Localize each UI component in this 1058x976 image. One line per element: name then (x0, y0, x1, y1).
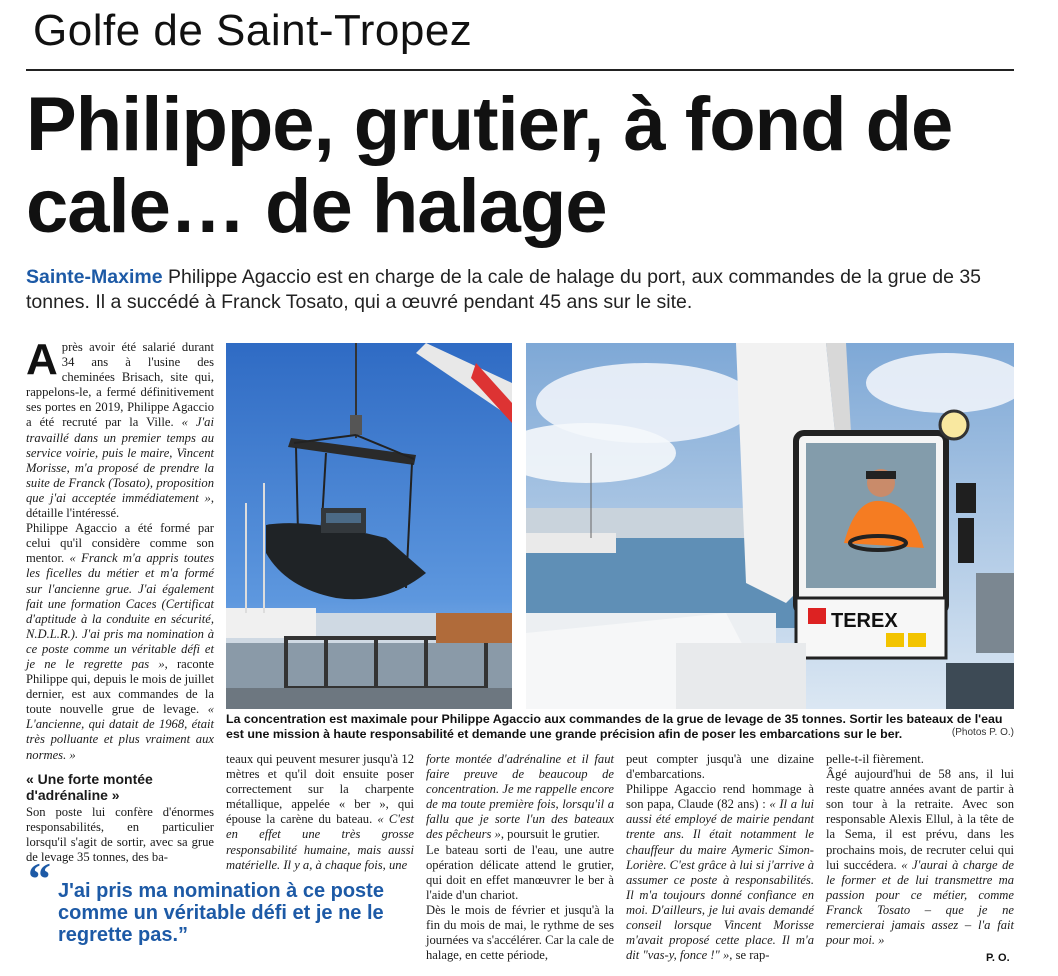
col1-p3: Son poste lui confère d'énormes responsabilités, en particulier lorsqu'il s'agit de sortir, avec sa grue de levage 35 tonnes, des ba- (26, 804, 214, 864)
col3-quote1: forte montée d'adrénaline et il faut faire preuve de beaucoup de concentration. Je me rappelle encore de ma toute première fois, lorsqu'il a fallu que je sorte l'un des bateaux des pêcheurs » (426, 752, 614, 842)
article-column-1 (26, 335, 214, 865)
photo-boat-lift (226, 343, 512, 709)
article-column-3 (426, 752, 614, 963)
article-column-2 (226, 752, 414, 873)
boat-lift-image (226, 343, 512, 709)
headline: Philippe, grutier, à fond de cale… de halage (26, 82, 953, 249)
photo-credit: (Photos P. O.) (951, 727, 1014, 738)
article-column-5 (826, 752, 1014, 948)
col2-quote1: « C'est en effet une très grosse responsabilité humaine, mais aussi matérielle. Il y a, à chaque fois, une (226, 812, 414, 872)
pull-quote-text: J'ai pris ma nomination à ce poste comme un véritable défi et je ne le regrette pas.” (58, 880, 384, 946)
crane-operator-image (526, 343, 1014, 709)
col1-quote2: « Franck m'a appris toutes les ficelles du métier et m'a formé sur l'ancienne grue. J'ai également fait une formation Caces (Certificat d'aptitude à la conduite en sécurité, N.D.L.R.). J'ai pris ma nomination à ce poste comme un véritable défi et je ne le regrette pas » (26, 551, 214, 671)
col1-quote1: « J'ai travaillé dans un premier temps au service voirie, puis le maire, Vincent Morisse, m'a proposé de prendre la suite de Franck (Tosato), proposition que j'ai acceptée immédiatement » (26, 415, 214, 505)
photo-caption: La concentration est maximale pour Philippe Agaccio aux commandes de la grue de levage de 35 tonnes. Sortir les bateaux de l'eau est une mission à haute responsabilité et demande une grande précision afin de poser les embarcations sur le ber. (226, 712, 1003, 741)
col1-p1b: , détaille l'intéressé. (26, 490, 214, 521)
article-column-4 (626, 752, 814, 963)
col2-p1: teaux qui peuvent mesurer jusqu'à 12 mètres et qu'il doit ensuite poser correctement sur la charpente métallique, appelée « ber », qui épouse la carène du bateau. (226, 752, 414, 827)
col4-quote1: « Il a lui aussi été employé de mairie pendant trente ans. Il était notamment le chauffeur du maire Aymeric Simon-Lorière. C'est grâce à lui si j'arrive à assumer ce poste à responsabilités. Il m'a toujours donné confiance en moi. D'ailleurs, je lui avais demandé conseil lorsque Vincent Morisse m'avait proposé cette place. Il m'a dit "vas-y, fonce !" » (626, 797, 814, 963)
col5-p1: pelle-t-il fièrement. (826, 752, 924, 766)
chapo-text: Philippe Agaccio est en charge de la cale de halage du port, aux commandes de la grue de 35 tonnes. Il a succédé à Franck Tosato, qui a œuvré pendant 45 ans sur le site. (26, 266, 982, 313)
section-title: Golfe de Saint-Tropez (33, 6, 473, 55)
col1-quote3: « L'ancienne, qui datait de 1968, était très polluante et plus vraiment aux normes. » (26, 702, 214, 762)
crane-brand-logo: TEREX (831, 610, 898, 632)
chapo-place: Sainte-Maxime (26, 266, 163, 288)
col3-p3: Dès le mois de février et jusqu'à la fin du mois de mai, le rythme de ses journées va s'accélérer. Car la cale de halage, en cette période, (426, 902, 614, 963)
quote-mark-icon: “ (28, 853, 51, 904)
photo-crane-operator (526, 343, 1014, 709)
col4-p1: peut compter jusqu'à une dizaine d'embarcations. (626, 752, 814, 782)
col1-p2: Philippe Agaccio a été formé par celui qu'il considère comme son mentor. (26, 521, 214, 566)
col5-p2: Âgé aujourd'hui de 58 ans, il lui reste quatre années avant de partir à son tour à la retraite. Avec son responsable Alexis Ellul, à la tête de la Sema, il est prévu, dans les prochains mois, de recruter celui qui lui succédera. (826, 767, 1014, 872)
section-rule (26, 69, 1014, 71)
col4-p2: Philippe Agaccio rend hommage à son papa, Claude (82 ans) : (626, 782, 814, 812)
col5-quote1: « J'aurai à charge de le former et de lui transmettre ma passion pour ce métier, comme Franck Tosato – que je ne remercierai jamais assez – l'a fait pour moi. » (826, 857, 1014, 948)
col1-p1: près avoir été salarié durant 34 ans à l'usine des cheminées Brisach, site qui, rappelons-le, a fermé définitivement ses portes en 2019, Philippe Agaccio a été recruté par la Ville. (26, 340, 214, 430)
dropcap: A (26, 335, 58, 384)
col1-p2b: , raconte Philippe qui, depuis le mois de juillet dernier, est aux commandes de la toute nouvelle grue de levage. (26, 656, 214, 717)
chapo (26, 265, 1016, 315)
col3-p1: , poursuit le grutier. (500, 827, 600, 842)
col4-p2b: , se rap- (729, 948, 770, 963)
pull-quote (26, 853, 416, 946)
subhead: « Une forte montée d'adrénaline » (26, 770, 153, 803)
col3-p2: Le bateau sorti de l'eau, une autre opération délicate attend le grutier, qui doit en effet manœuvrer le ber à l'aide d'un chariot. (426, 842, 614, 902)
author-signature: P. O. (986, 952, 1010, 964)
